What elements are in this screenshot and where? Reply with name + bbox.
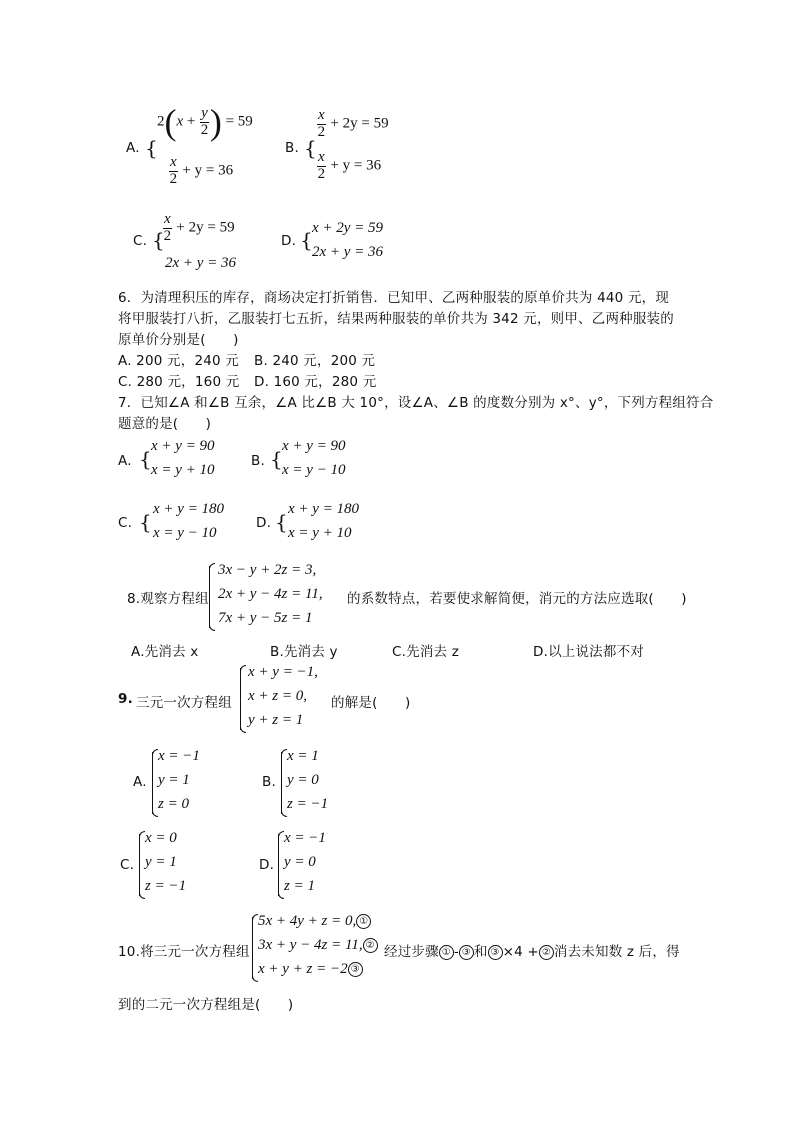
q9-option-a-label: A. xyxy=(133,774,147,790)
rhs: = 59 xyxy=(225,113,253,130)
q5-option-b-eq2 xyxy=(316,150,381,183)
q9-option-a-z: z = 0 xyxy=(158,796,189,812)
q10-step-marker-2: ② xyxy=(539,945,554,960)
q7-option-a-eq2: x = y + 10 xyxy=(151,462,215,478)
q7-option-a-brace: { xyxy=(139,447,152,471)
q5-option-c-eq1 xyxy=(162,212,235,245)
q8-eq1: 3x − y + 2z = 3, xyxy=(218,562,317,578)
q6-stem-line3: 原单价分别是( ) xyxy=(118,332,239,348)
rhs: + 2y = 59 xyxy=(330,115,389,132)
q7-option-d-eq1: x + y = 180 xyxy=(288,501,360,517)
q9-option-b-x: x = 1 xyxy=(287,748,319,764)
q7-option-a-label: A. xyxy=(118,453,132,469)
q9-eq2: x + z = 0, xyxy=(248,688,307,704)
q10-eq3-text: x + y + z = −2 xyxy=(258,961,348,977)
q10-eq2-text: 3x + y − 4z = 11, xyxy=(258,937,363,953)
num: x xyxy=(170,154,177,170)
q10-steps xyxy=(384,940,680,960)
q8-eq3: 7x + y − 5z = 1 xyxy=(218,610,313,626)
q7-option-b-eq1: x + y = 90 xyxy=(282,438,346,454)
var: x xyxy=(176,113,184,130)
q10-step-marker-3b: ③ xyxy=(488,945,503,960)
q7-option-d-eq2: x = y + 10 xyxy=(288,525,352,541)
q10-step-marker-1: ① xyxy=(439,945,454,960)
q10-eq1-text: 5x + 4y + z = 0, xyxy=(258,913,357,929)
q10-eq1-marker: ① xyxy=(356,914,371,929)
q6-option-c[interactable]: C. 280 元，160 元 xyxy=(118,374,240,390)
q6-option-b[interactable]: B. 240 元，200 元 xyxy=(254,353,376,369)
q6-option-a[interactable]: A. 200 元，240 元 xyxy=(118,353,239,369)
q9-option-a-y: y = 1 xyxy=(158,772,190,788)
q7-option-b-brace: { xyxy=(270,447,283,471)
q9-eq3: y + z = 1 xyxy=(248,712,304,728)
q5-option-a-eq2 xyxy=(168,155,233,188)
q5-option-d-eq2: 2x + y = 36 xyxy=(312,244,384,260)
q9-option-c-x: x = 0 xyxy=(145,830,177,846)
q8-option-a[interactable]: A.先消去 x xyxy=(131,644,199,660)
q7-option-a-eq1: x + y = 90 xyxy=(151,438,215,454)
q9-option-b-brace xyxy=(281,752,282,814)
den: 2 xyxy=(200,121,209,138)
num: x xyxy=(318,149,325,165)
den: 2 xyxy=(317,165,326,182)
q8-eq2: 2x + y − 4z = 11, xyxy=(218,586,323,602)
num: x xyxy=(164,211,171,227)
q10-system-brace xyxy=(252,917,253,979)
rhs: + 2y = 59 xyxy=(176,219,235,236)
q7-option-b-eq2: x = y − 10 xyxy=(282,462,346,478)
q10-stem-line2: 到的二元一次方程组是( ) xyxy=(118,997,294,1013)
q5-option-a-brace: { xyxy=(145,136,158,160)
rhs: + y = 36 xyxy=(182,162,234,179)
q5-option-b-eq1 xyxy=(316,108,389,141)
q5-option-b-label: B. xyxy=(285,140,299,156)
q9-option-d-brace xyxy=(278,834,279,896)
q6-stem-line2: 将甲服装打八折，乙服装打七五折，结果两种服装的单价共为 342 元，则甲、乙两种服装的 xyxy=(118,311,674,327)
q9-option-d-z: z = 1 xyxy=(284,878,315,894)
q5-option-c-eq2: 2x + y = 36 xyxy=(165,255,237,271)
q8-system-brace xyxy=(209,566,210,628)
q7-option-c-label: C. xyxy=(118,515,133,531)
q7-option-d-label: D. xyxy=(256,515,272,531)
q8-prefix: 8.观察方程组 xyxy=(127,591,209,607)
q10-eq3-marker: ③ xyxy=(348,962,363,977)
q5-option-c-brace: { xyxy=(152,228,165,252)
q10-eq1 xyxy=(258,913,371,930)
q5-option-d-eq1: x + 2y = 59 xyxy=(312,220,384,236)
q9-option-c-label: C. xyxy=(120,857,135,873)
q7-option-d-brace: { xyxy=(275,510,288,534)
q6-option-d[interactable]: D. 160 元，280 元 xyxy=(254,374,377,390)
q8-option-c[interactable]: C.先消去 z xyxy=(392,644,459,660)
q9-suffix: 的解是( ) xyxy=(331,695,411,711)
q6-stem-line1: 6．为清理积压的库存，商场决定打折销售．已知甲、乙两种服装的原单价共为 440 元，现 xyxy=(118,290,670,306)
q7-option-b-label: B. xyxy=(251,453,265,469)
q9-option-b-label: B. xyxy=(262,774,276,790)
q8-option-b[interactable]: B.先消去 y xyxy=(270,644,338,660)
q7-stem-line2: 题意的是( ) xyxy=(118,416,212,432)
q7-option-c-eq2: x = y − 10 xyxy=(153,525,217,541)
q9-option-c-z: z = −1 xyxy=(145,878,187,894)
paren: ) xyxy=(209,102,222,142)
q9-option-b-z: z = −1 xyxy=(287,796,329,812)
coef: 2 xyxy=(157,113,165,130)
num: y xyxy=(201,104,208,121)
q8-option-d[interactable]: D.以上说法都不对 xyxy=(533,644,644,660)
den: 2 xyxy=(169,170,178,187)
q9-system-brace xyxy=(240,668,241,730)
q10-prefix: 10.将三元一次方程组 xyxy=(118,944,250,960)
q9-option-c-brace xyxy=(139,834,140,896)
num: x xyxy=(318,107,325,123)
q7-option-c-eq1: x + y = 180 xyxy=(153,501,225,517)
q9-number: 9. xyxy=(118,691,133,707)
q10-step-marker-3: ③ xyxy=(459,945,474,960)
q10-steps-text: 经过步骤 xyxy=(384,944,439,960)
q5-option-d-brace: { xyxy=(300,228,313,252)
q5-option-a-eq1: 2(x + $\frac{y}{2}$ ) = 59 xyxy=(157,102,253,142)
q9-option-a-x: x = −1 xyxy=(158,748,200,764)
q10-steps-tail: 消去未知数 z 后，得 xyxy=(553,944,680,960)
q9-option-c-y: y = 1 xyxy=(145,854,177,870)
q10-eq2 xyxy=(258,937,378,954)
den: 2 xyxy=(163,227,172,244)
q5-option-d-label: D. xyxy=(281,233,297,249)
q10-times4: ×4 + xyxy=(502,944,539,960)
den: 2 xyxy=(317,123,326,140)
rhs: + y = 36 xyxy=(330,157,382,174)
q8-suffix: 的系数特点，若要使求解简便，消元的方法应选取( ) xyxy=(347,591,687,607)
q10-eq2-marker: ② xyxy=(363,938,378,953)
q9-eq1: x + y = −1, xyxy=(248,664,318,680)
q10-eq3 xyxy=(258,961,363,978)
q5-option-c-label: C. xyxy=(133,233,148,249)
q10-and: 和 xyxy=(473,944,488,960)
q9-prefix: 三元一次方程组 xyxy=(136,695,232,711)
q9-option-d-label: D. xyxy=(259,857,275,873)
q5-option-b-brace: { xyxy=(304,136,317,160)
q7-stem-line1: 7．已知∠A 和∠B 互余，∠A 比∠B 大 10°，设∠A、∠B 的度数分别为 x°、y°，下列方程组符合 xyxy=(118,395,714,411)
q9-option-d-x: x = −1 xyxy=(284,830,326,846)
q9-option-b-y: y = 0 xyxy=(287,772,319,788)
q10-minus: - xyxy=(453,944,459,960)
q5-option-a-label: A. xyxy=(126,140,140,156)
q9-option-a-brace xyxy=(152,752,153,814)
paren: ( xyxy=(164,102,177,142)
q9-option-d-y: y = 0 xyxy=(284,854,316,870)
q7-option-c-brace: { xyxy=(139,510,152,534)
